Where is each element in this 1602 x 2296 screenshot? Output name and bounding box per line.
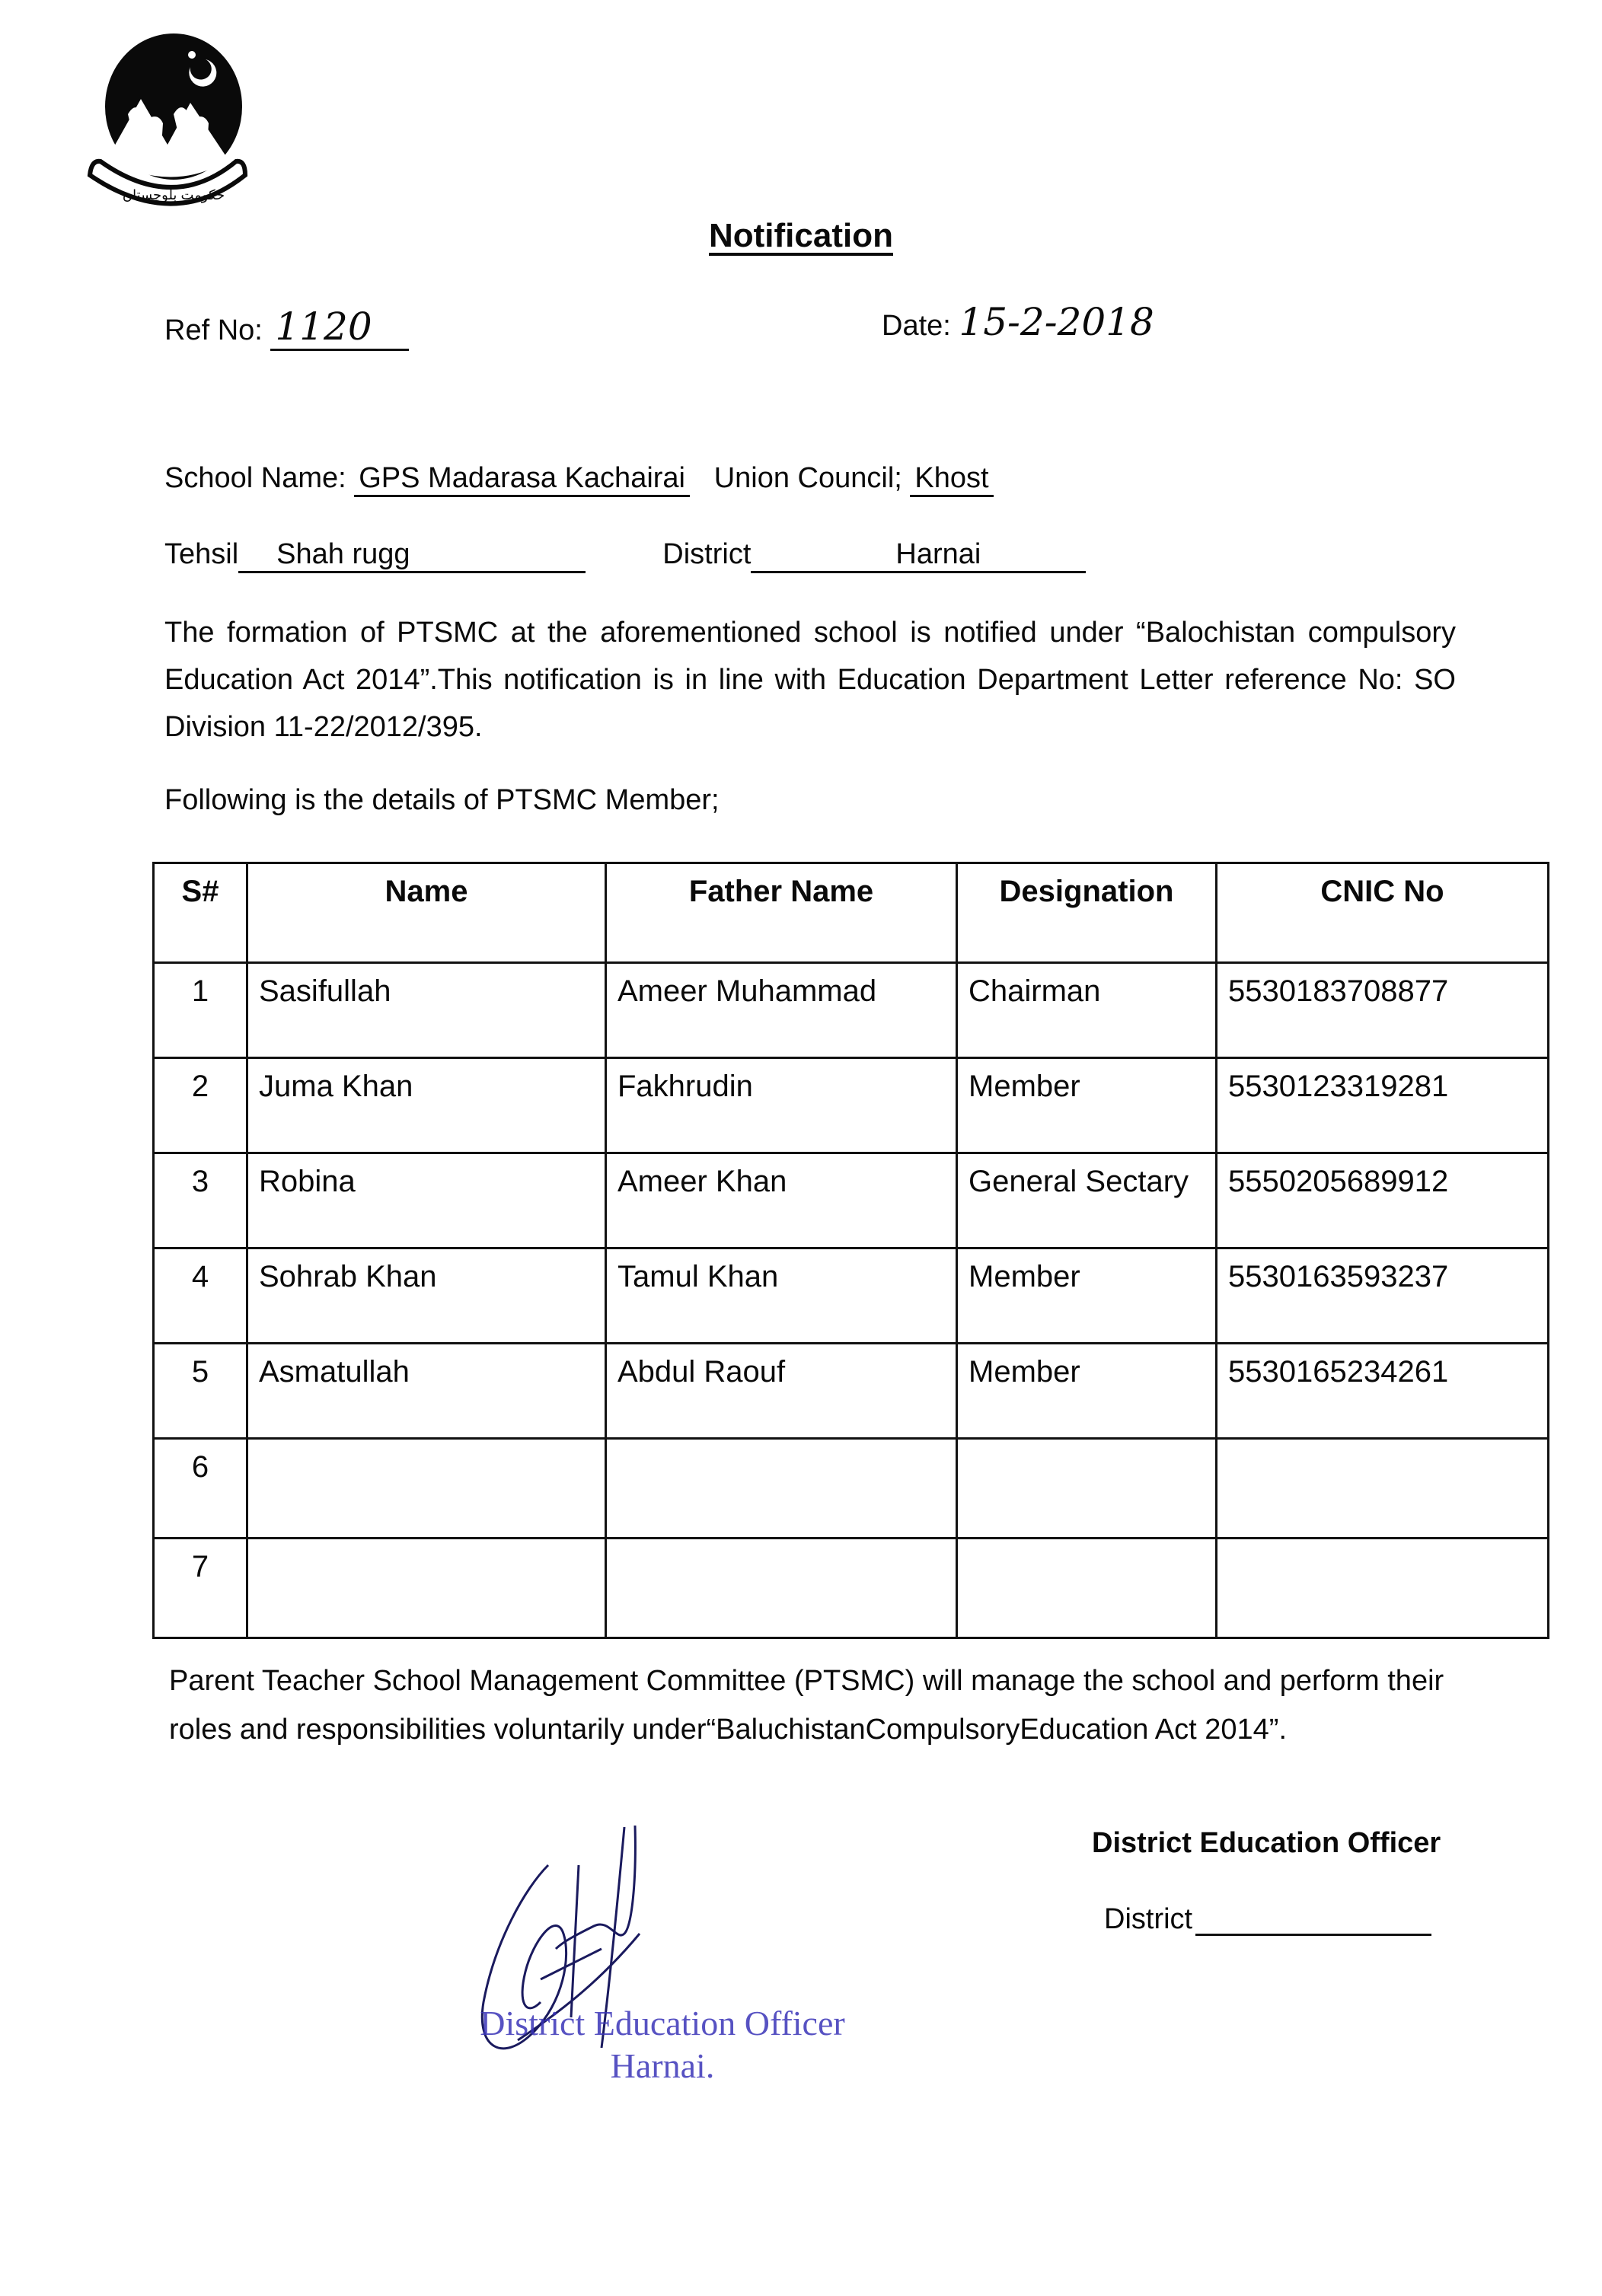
col-designation: Designation: [957, 863, 1217, 963]
table-row: 1 Sasifullah Ameer Muhammad Chairman 5530183708877: [154, 963, 1549, 1058]
table-row: 7: [154, 1539, 1549, 1638]
col-name: Name: [247, 863, 606, 963]
page-title: Notification: [709, 217, 893, 254]
district-value: Harnai: [751, 538, 1086, 573]
date-value: 15-2-2018: [959, 300, 1154, 344]
school-name-row: School Name: GPS Madarasa Kachairai Union Council; Khost: [164, 462, 994, 497]
members-table: [152, 862, 1549, 1639]
signatory-district: District: [1104, 1903, 1431, 1936]
notice-paragraph: The formation of PTSMC at the aforementioned school is notified under “Balochistan compulsory Education Act 2014”.This notification is in line with Education Department Letter reference No: SO Division 11-22/2012/395.: [164, 617, 1456, 743]
date: Date: 15-2-2018: [882, 300, 1154, 344]
ref-no-value: 1120: [270, 305, 409, 351]
table-row: 4 Sohrab Khan Tamul Khan Member 5530163593237: [154, 1248, 1549, 1344]
table-row: 6: [154, 1439, 1549, 1539]
svg-text:حکومت بلوچستان: حکومت بلوچستان: [122, 187, 225, 202]
ptsmc-paragraph: Parent Teacher School Management Committee (PTSMC) will manage the school and perform their roles and responsibilities voluntarily under“BaluchistanCompulsoryEducation Act 2014”.: [169, 1665, 1444, 1746]
balochistan-emblem: [76, 30, 259, 221]
table-header-row: [154, 863, 1549, 963]
official-stamp: District Education Officer Harnai.: [480, 2004, 845, 2085]
col-serial: S#: [154, 863, 247, 963]
table-row: 5 Asmatullah Abdul Raouf Member 5530165234261: [154, 1344, 1549, 1439]
table-intro: Following is the details of PTSMC Member;: [164, 784, 720, 816]
col-cnic: CNIC No: [1217, 863, 1549, 963]
table-row: 3 Robina Ameer Khan General Sectary 5550205689912: [154, 1153, 1549, 1248]
school-name-value: GPS Madarasa Kachairai: [354, 462, 690, 497]
emblem-icon: [76, 30, 259, 221]
district-blank-line: [1195, 1906, 1431, 1936]
col-father-name: Father Name: [606, 863, 957, 963]
ref-no: Ref No: 1120: [164, 305, 409, 351]
table-row: 2 Juma Khan Fakhrudin Member 5530123319281: [154, 1058, 1549, 1153]
union-council-value: Khost: [910, 462, 993, 497]
tehsil-value: Shah rugg: [238, 538, 586, 573]
signatory-title: District Education Officer: [1092, 1827, 1441, 1859]
tehsil-district-row: Tehsil Shah rugg District Harnai: [164, 538, 1086, 573]
